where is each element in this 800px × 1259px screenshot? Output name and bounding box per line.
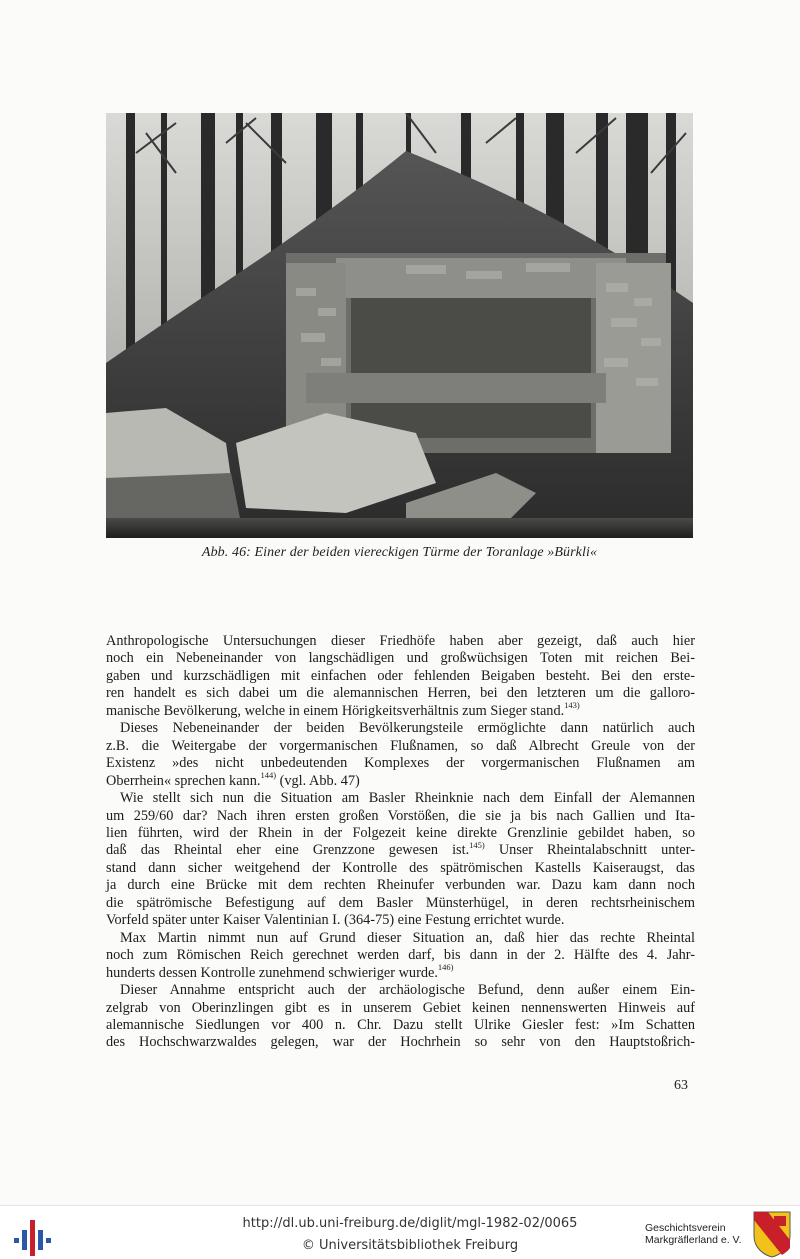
paragraph (106, 982, 695, 1052)
text-line: Max Martin nimmt nun auf Grund dieser Situation an, daß hier das rechte Rheintal (120, 929, 695, 946)
text-line: noch zum Römischen Reich gerechnet werden darf, bis dann in der 2. Hälfte des 4. Jahr- (106, 947, 695, 964)
society-name (645, 1222, 742, 1246)
footnote-ref: 144) (260, 769, 277, 780)
text-line: manische Bevölkerung, welche in einem Hörigkeitsverhältnis zum Sieger stand.$^{143)}$ (106, 700, 580, 719)
paragraph (106, 930, 695, 982)
text-line: stand dann sicher weitgehend der Kontrolle des spätrömischen Kastells Kaiseraugst, das (106, 859, 695, 876)
text-line: um 259/60 dar? Nach ihren ersten großen Vorstößen, die sie ja bis nach Gallien und Ita- (106, 807, 695, 824)
footnote-ref: 146) (437, 961, 454, 972)
text-line: lien führten, wird der Rhein in der Folgezeit keine direkte Grenzlinie gebildet haben, so (106, 824, 695, 841)
text-line: Dieser Annahme entspricht auch der archäologische Befund, denn außer einem Ein- (120, 982, 695, 999)
text-line: ren handelt es sich dabei um die alemannischen Herren, bei den letzteren um die galloro- (106, 685, 695, 702)
text-line: noch ein Nebeneinander von langschädligen und großwüchsigen Toten mit reichen Bei- (106, 650, 695, 667)
text-line: Dieses Nebeneinander der beiden Bevölkerungsteile ermöglichte dann natürlich auch (120, 720, 695, 737)
body-text (106, 633, 695, 1052)
photo-illustration (106, 113, 693, 538)
society-name-line: Markgräflerland e. V. (645, 1234, 742, 1246)
text-line: zelgrab von Oberinzlingen gibt es in unserem Gebiet keinen nennenswerten Hinweis auf (106, 999, 695, 1016)
text-line: die spätrömische Befestigung auf dem Basler Münsterhügel, in deren rechtsrheinischem (106, 894, 695, 911)
text-line: daß das Rheintal eher eine Grenzzone gewesen ist.$^{145)}$ Unser Rheintalabschnitt unter- (106, 839, 695, 859)
text-line: alemannische Siedlungen vor 400 n. Chr. Dazu stellt Ulrike Giesler fest: »Im Schatten (106, 1016, 695, 1033)
paragraph (106, 633, 695, 720)
text-line: Wie stellt sich nun die Situation am Basler Rheinknie nach dem Einfall der Alemannen (120, 790, 695, 807)
permalink-url[interactable]: http://dl.ub.uni-freiburg.de/diglit/mgl-1982-02/0065 (242, 1216, 578, 1231)
text-line: ja durch eine Brücke mit dem rechten Rheinufer verbunden war. Dazu kam dann noch (106, 877, 695, 894)
paragraph (106, 720, 695, 790)
coat-of-arms-icon (752, 1210, 792, 1258)
text-line: Oberrhein« sprechen kann.$^{144)}$ (vgl. Abb. 47) (106, 769, 360, 789)
footnote-ref: 143) (564, 700, 580, 711)
copyright-notice: © Universitätsbibliothek Freiburg (301, 1238, 519, 1253)
text-line: Existenz »des nicht unbedeutenden Komplexes der vorgermanischen Flußnamen am (106, 755, 695, 772)
society-name-line: Geschichtsverein (645, 1222, 726, 1234)
text-line: gaben und kurzschädligen mit einfachen oder fehlenden Beigaben besteht. Bei den erste- (106, 667, 695, 684)
paragraph (106, 790, 695, 930)
figure-caption: Abb. 46: Einer der beiden viereckigen Türme der Toranlage »Bürkli« (201, 545, 598, 560)
text-line: Vorfeld später unter Kaiser Valentinian I. (364-75) eine Festung errichtet wurde. (106, 912, 565, 929)
page-number: 63 (674, 1078, 688, 1093)
photo-tower-ruin (106, 113, 693, 538)
text-line: Anthropologische Untersuchungen dieser Friedhöfe haben aber gezeigt, daß auch hier (106, 633, 695, 649)
text-line: hunderts dessen Kontrolle zunehmend schwieriger wurde.$^{146)}$ (106, 961, 454, 981)
footer-bar (0, 1205, 800, 1259)
footnote-ref: 145) (469, 839, 485, 850)
text-line: z.B. die Weitergabe der vorgermanischen Flußnamen, so daß Albrecht Greule von der (106, 737, 695, 754)
text-line: des Hochschwarzwaldes gelegen, war der Hochrhein so sehr von den Hauptstoßrich- (106, 1034, 695, 1051)
